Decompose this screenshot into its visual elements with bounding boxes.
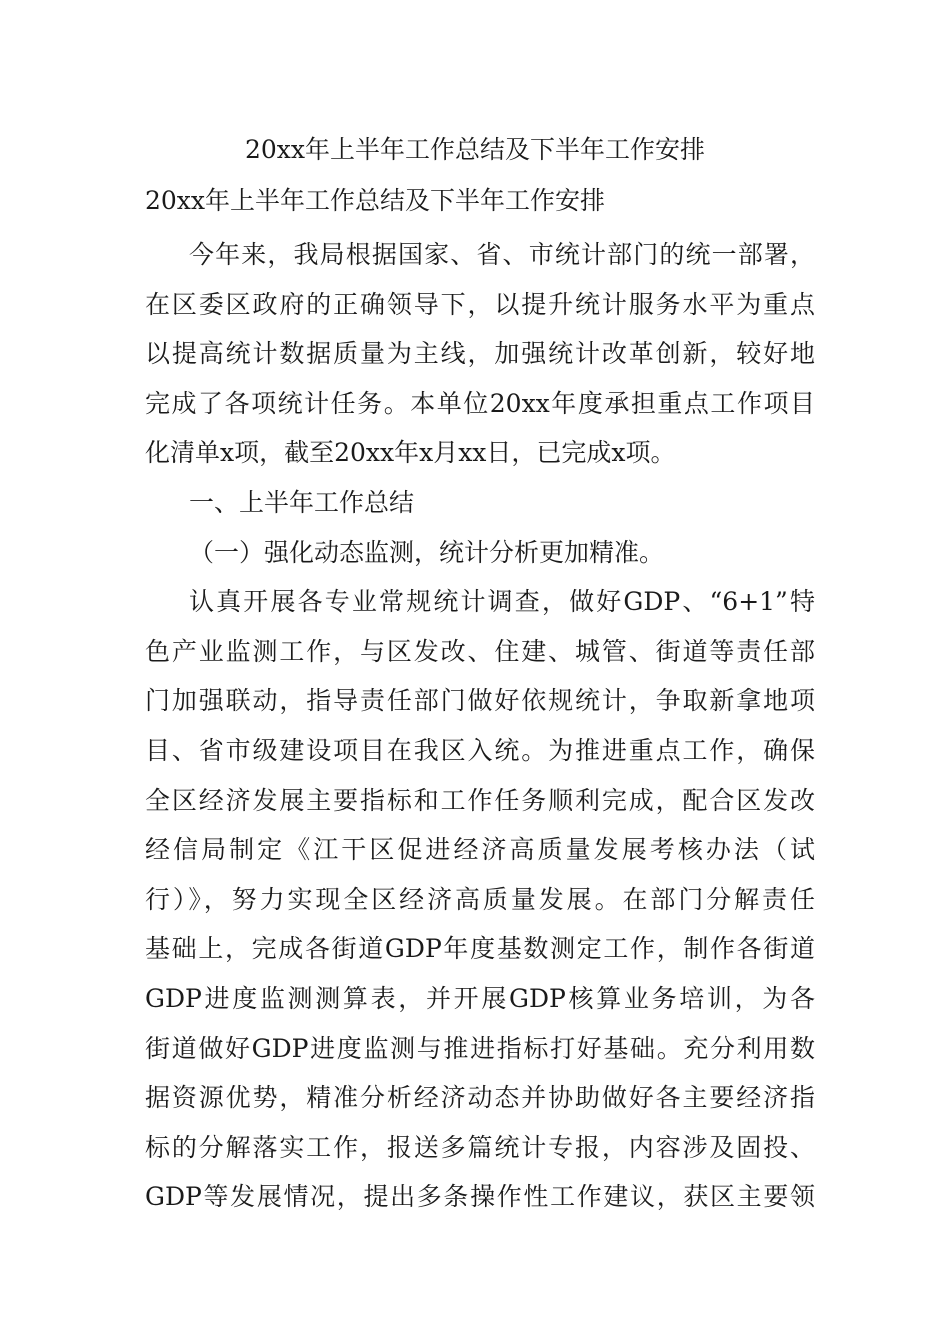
paragraph-line: 据资源优势，精准分析经济动态并协助做好各主要经济指 xyxy=(145,1083,815,1113)
paragraph-line: 基础上，完成各街道GDP年度基数测定工作，制作各街道 xyxy=(145,934,815,964)
paragraph-line: 认真开展各专业常规统计调查，做好GDP、“6+1”特 xyxy=(189,587,815,617)
paragraph-line: 全区经济发展主要指标和工作任务顺利完成，配合区发改 xyxy=(145,785,815,815)
document-body xyxy=(145,230,815,1222)
document-title: 20xx年上半年工作总结及下半年工作安排 xyxy=(244,135,705,164)
paragraph-line: 标的分解落实工作，报送多篇统计专报，内容涉及固投、 xyxy=(145,1132,815,1162)
paragraph-line: GDP进度监测测算表，并开展GDP核算业务培训，为各 xyxy=(145,983,815,1013)
paragraph-line: 街道做好GDP进度监测与推进指标打好基础。充分利用数 xyxy=(145,1033,815,1063)
paragraph-line: 目、省市级建设项目在我区入统。为推进重点工作，确保 xyxy=(145,735,815,765)
paragraph-line: 以提高统计数据质量为主线，加强统计改革创新，较好地 xyxy=(145,339,815,369)
paragraph-line: 行）》，努力实现全区经济高质量发展。在部门分解责任 xyxy=(145,884,815,914)
paragraph-line: 在区委区政府的正确领导下，以提升统计服务水平为重点 xyxy=(145,289,815,319)
subsection-heading: （一）强化动态监测，统计分析更加精准。 xyxy=(189,537,665,567)
paragraph-line: GDP等发展情况，提出多条操作性工作建议，获区主要领 xyxy=(145,1182,815,1212)
section-heading: 一、上半年工作总结 xyxy=(189,487,415,517)
paragraph-line: 经信局制定《江干区促进经济高质量发展考核办法（试 xyxy=(145,835,815,865)
paragraph-line: 今年来，我局根据国家、省、市统计部门的统一部署， xyxy=(189,240,815,269)
paragraph-line: 色产业监测工作，与区发改、住建、城管、街道等责任部 xyxy=(145,636,815,666)
paragraph-line: 化清单x项，截至20xx年x月xx日，已完成x项。 xyxy=(145,438,676,468)
paragraph-line: 门加强联动，指导责任部门做好依规统计，争取新拿地项 xyxy=(145,686,815,716)
paragraph-line: 完成了各项统计任务。本单位20xx年度承担重点工作项目 xyxy=(145,388,815,418)
document-subtitle: 20xx年上半年工作总结及下半年工作安排 xyxy=(145,186,606,215)
